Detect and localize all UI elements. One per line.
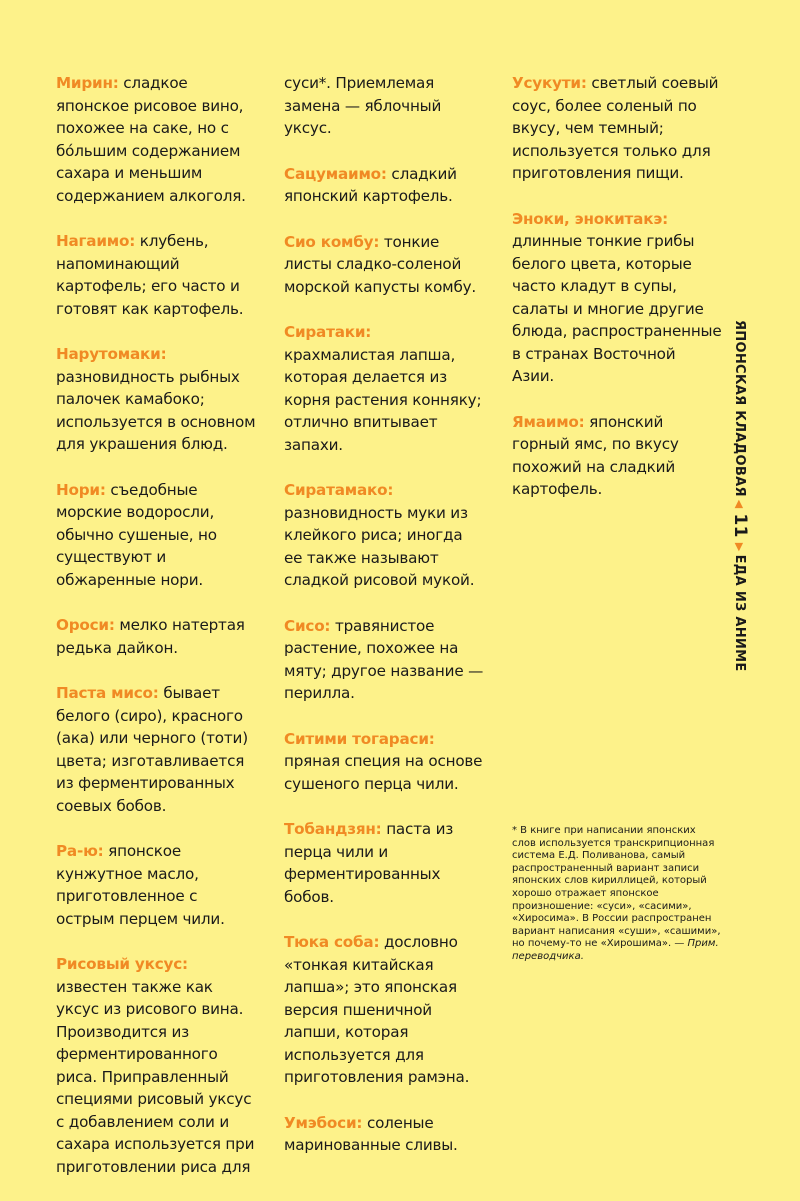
glossary-definition: мелко натертая редька дайкон. [56,616,245,657]
glossary-term: Тюка соба: [284,933,380,951]
glossary-entry [56,682,256,817]
glossary-term: Ямаимо: [512,412,585,431]
glossary-definition: сладкий японский картофель. [284,164,457,205]
glossary-term: Ситими тогараси: [284,729,435,748]
glossary-entry [56,72,256,207]
glossary-term: Умэбоси: [284,1113,363,1132]
glossary-term: Нарутомаки: [56,345,167,363]
glossary-term: Мирин: [56,74,119,92]
right-arrow-icon: ▶ [733,542,747,552]
glossary-term: Паста мисо: [56,684,159,702]
footnote [512,825,722,964]
glossary-entry [284,931,484,1089]
glossary-term: Сиратамако: [284,481,394,499]
glossary-entry [284,1112,484,1157]
glossary-entry [284,615,484,705]
glossary-entry [284,231,484,299]
glossary-definition: клубень, напоминающий картофель; его часто и готовят как картофель. [56,232,244,318]
glossary-term: Сацумаимо: [284,164,387,183]
glossary-entry [284,163,484,208]
chapter-title: ЯПОНСКАЯ КЛАДОВАЯ [732,320,748,497]
glossary-column-3 [512,72,722,524]
glossary-term: Эноки, энокитакэ: [512,209,668,228]
glossary-definition: сладкое японское рисовое вино, похожее на саке, но с бо́льшим содержанием сахара и меньшим содержанием алкоголя. [56,74,246,205]
glossary-entry [284,321,484,456]
glossary-definition: известен также как уксус из рисового вина. Производится из ферментированного риса. Приправленный специями рисовый уксус с добавлением соли и сахара используется при приготовлении риса для [56,977,255,1176]
glossary-definition: суси*. Приемлемая замена — яблочный уксус. [284,74,442,137]
book-title: ЕДА ИЗ АНИМЕ [732,554,748,672]
glossary-term: Ра-ю: [56,842,104,860]
page-number: 11 [730,513,750,538]
glossary-term: Усукути: [512,74,587,92]
glossary-entry [284,479,484,592]
glossary-definition: разновидность муки из клейкого риса; иногда ее также называют сладкой рисовой мукой. [284,503,475,589]
glossary-definition: японское кунжутное масло, приготовленное с острым перцем чили. [56,842,225,928]
glossary-term: Сио комбу: [284,232,380,251]
glossary-definition: бывает белого (сиро), красного (ака) или черного (тоти) цвета; изготавливается из ферментированных соевых бобов. [56,684,248,815]
glossary-term: Нори: [56,480,106,499]
glossary-entry [512,208,722,388]
glossary-definition: съедобные морские водоросли, обычно сушеные, но существуют и обжаренные нори. [56,480,217,589]
glossary-entry [56,840,256,930]
footnote-text: * В книге при написании японских слов используется транскрипционная система Е.Д. Поливанова, самый распространенный вариант записи японских слов кириллицей, который хорошо отражает японское произношение: «суси», «сасими», «Хиросима». В России распространен вариант написания «суши», «сашими», но почему-то не «Хирошима». [512,825,721,950]
left-arrow-icon: ◀ [733,499,747,509]
glossary-entry [512,411,722,501]
glossary-definition: светлый соевый соус, более соленый по вкусу, чем темный; используется только для приготовления пищи. [512,74,719,182]
glossary-term: Сисо: [284,616,331,635]
glossary-entry [284,728,484,796]
glossary-term: Сиратаки: [284,323,372,341]
glossary-definition: пряная специя на основе сушеного перца чили. [284,752,483,793]
glossary-definition: дословно «тонкая китайская лапша»; это японская версия пшеничной лапши, которая используется для приготовления рамэна. [284,933,470,1086]
glossary-entry [56,343,256,456]
running-header [723,320,759,672]
glossary-column-1 [56,72,256,1201]
glossary-definition: травянистое растение, похожее на мяту; другое название — перилла. [284,616,484,702]
glossary-entry [284,818,484,908]
glossary-definition: крахмалистая лапша, которая делается из корня растения конняку; отлично впитывает запахи. [284,345,482,454]
glossary-definition: длинные тонкие грибы белого цвета, которые часто кладут в супы, салаты и многие другие блюда, распространенные в странах Восточной Азии. [512,232,722,385]
glossary-entry [56,614,256,659]
footnote-credit: — Прим. переводчика. [512,938,719,962]
glossary-term: Ороси: [56,616,115,634]
glossary-definition: японский горный ямс, по вкусу похожий на сладкий картофель. [512,412,679,498]
glossary-definition: разновидность рыбных палочек камабоко; используется в основном для украшения блюд. [56,367,256,453]
glossary-definition: паста из перца чили и ферментированных бобов. [284,820,454,906]
glossary-entry [512,72,722,185]
glossary-column-2 [284,72,484,1180]
glossary-term: Рисовый уксус: [56,955,188,973]
glossary-definition: соленые маринованные сливы. [284,1113,458,1154]
glossary-definition: тонкие листы сладко-соленой морской капусты комбу. [284,232,477,296]
glossary-entry [56,953,256,1178]
glossary-entry [56,230,256,320]
glossary-entry [56,479,256,592]
glossary-term: Тобандзян: [284,820,382,838]
glossary-term: Нагаимо: [56,232,136,250]
glossary-entry [284,72,484,140]
